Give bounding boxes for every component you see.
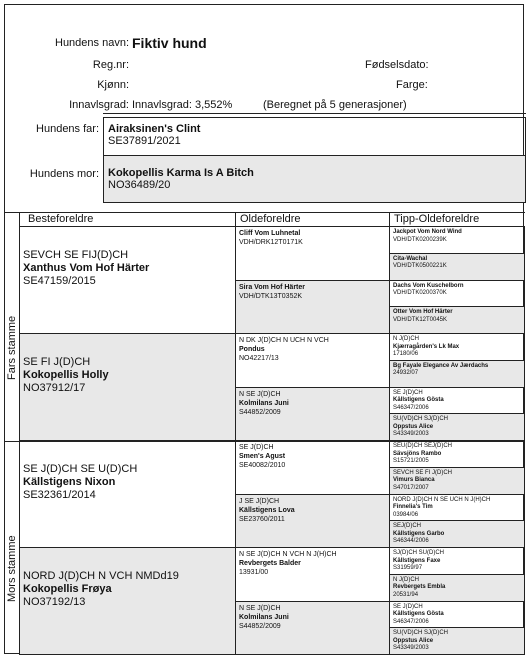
great-grandparent-cell-reg: S44852/2009 [239, 408, 281, 416]
great-grandparent-cell [236, 495, 390, 549]
great-great-grandparent-cell-titles: N J(D)CH [393, 576, 419, 583]
great-great-grandparent-cell [390, 441, 525, 468]
great-great-grandparent-cell-name: Källstigens Gösta [393, 397, 444, 403]
great-great-grandparent-cell-titles: SJ(D)CH SU(D)CH [393, 550, 444, 556]
grandparent-cell-reg: NO37192/13 [23, 596, 86, 608]
mother-box [103, 155, 526, 203]
great-great-grandparent-cell [390, 307, 525, 334]
great-great-grandparent-cell-name: Finnelia's Tim [393, 504, 433, 510]
great-great-grandparent-cell-reg: S46347/2006 [393, 618, 429, 625]
great-great-grandparent-cell-reg: VDH/DTK0200370K [393, 290, 447, 296]
great-great-grandparent-cell-name: Otter Vom Hof Härter [393, 309, 453, 316]
great-great-grandparent-cell-titles: SEU(D)CH SEJ(D)CH [393, 443, 452, 449]
grandparent-cell [20, 548, 236, 655]
great-grandparent-cell-titles: SE J(D)CH [239, 444, 274, 451]
great-great-grandparent-cell-name: Oppstus Alice [393, 423, 434, 430]
grandparent-cell-reg: SE47159/2015 [23, 275, 96, 287]
header-divider [103, 113, 526, 114]
great-grandparent-cell-reg: VDH/DRK12T0171K [239, 239, 303, 246]
great-grandparent-cell-name: Kolmilans Juni [239, 399, 289, 407]
great-great-grandparent-cell [390, 548, 525, 575]
grandparent-cell-reg: NO37912/17 [23, 382, 86, 394]
great-grandparent-cell-name: Källstigens Lova [239, 506, 295, 514]
grandparent-cell-titles: NORD J(D)CH N VCH NMDd19 [23, 570, 179, 582]
great-great-grandparent-cell-reg: S31959/97 [393, 565, 423, 571]
great-great-grandparent-cell-name: Sävsjöns Rambo [393, 450, 442, 457]
great-grandparent-cell-titles: N SE J(D)CH N VCH N J(H)CH [239, 551, 337, 558]
mother-label: Hundens mor: [29, 168, 99, 180]
great-grandparent-cell-reg: 13931/00 [239, 569, 269, 576]
mors-stamme-label: Mors stamme [6, 535, 18, 602]
great-great-grandparent-cell-name: Bg Fayale Elegance Av Jærdachs [393, 362, 489, 369]
great-great-grandparent-cell-name: Dachs Vom Kuschelborn [393, 282, 464, 289]
grandparent-cell [20, 441, 236, 548]
great-great-grandparent-cell [390, 281, 525, 308]
great-great-grandparent-cell-reg: S43349/2003 [393, 645, 429, 652]
great-great-grandparent-cell [390, 414, 525, 441]
great-grandparent-cell-name: Kolmilans Juni [239, 613, 289, 621]
great-grandparent-cell-titles: N DK J(D)CH N UCH N VCH [239, 337, 329, 344]
great-grandparent-cell-name: Smen's Agust [239, 453, 286, 460]
grandparent-cell-reg: SE32361/2014 [23, 489, 96, 501]
dog-name-value: Fiktiv hund [132, 35, 207, 51]
great-grandparent-cell-name: Pondus [239, 346, 265, 353]
inbreeding-label: Innavlsgrad: [69, 99, 129, 111]
great-great-grandparent-cell-reg: S46344/2006 [393, 538, 429, 545]
great-grandparent-cell-name: Cliff Vom Luhnetal [239, 230, 301, 237]
mother-name: Kokopellis Karma Is A Bitch [108, 167, 254, 179]
grandparent-cell-name: Källstigens Nixon [23, 476, 116, 488]
great-great-grandparent-cell-titles: N J(D)CH [393, 336, 419, 342]
great-great-grandparent-cell-name: Källstigens Faxe [393, 557, 441, 564]
great-great-grandparent-cell-titles: SEVCH SE FI J(D)CH [393, 469, 453, 476]
grandparent-cell-name: Kokopellis Frøya [23, 583, 112, 595]
color-label: Farge: [396, 79, 428, 91]
col-header-great-grandparents: Oldeforeldre [240, 213, 301, 225]
great-great-grandparent-cell [390, 575, 525, 602]
great-great-grandparent-cell [390, 227, 525, 254]
great-grandparent-cell [236, 602, 390, 656]
great-grandparent-cell [236, 388, 390, 442]
grandparent-cell-titles: SE J(D)CH SE U(D)CH [23, 463, 138, 475]
great-grandparent-cell [236, 227, 390, 281]
grandparent-cell-titles: SE FI J(D)CH [23, 356, 91, 368]
great-great-grandparent-cell-titles: SE J(D)CH [393, 603, 423, 610]
pedigree-document [4, 4, 524, 654]
great-great-grandparent-cell [390, 521, 525, 548]
col-header-great-great-grandparents: Tipp-Oldeforeldre [394, 213, 480, 225]
pedigree-table [5, 212, 525, 655]
great-grandparent-cell-reg: NO42217/13 [239, 355, 279, 362]
father-label: Hundens far: [36, 123, 99, 135]
great-grandparent-cell-reg: SE23760/2011 [239, 515, 285, 523]
great-grandparent-cell [236, 441, 390, 495]
great-great-grandparent-cell [390, 468, 525, 495]
grandparent-cell [20, 227, 236, 334]
great-great-grandparent-cell-name: Källstigens Gösta [393, 611, 444, 617]
regnr-label: Reg.nr: [92, 59, 129, 71]
great-great-grandparent-cell-name: Kjærragården's Lk Max [393, 343, 460, 350]
fars-stamme-label: Fars stamme [6, 315, 18, 380]
inbreeding-value: Innavlsgrad: 3,552% [132, 99, 233, 111]
father-box [103, 117, 526, 155]
great-great-grandparent-cell [390, 495, 525, 522]
great-great-grandparent-cell-reg: S43349/2003 [393, 431, 429, 438]
great-grandparent-cell-name: Revbergets Balder [239, 560, 301, 567]
grandparent-cell-name: Kokopellis Holly [23, 369, 109, 381]
great-great-grandparent-cell-reg: S47017/2007 [393, 484, 429, 491]
great-great-grandparent-cell-titles: NORD J(D)CH N SE UCH N J(H)CH [393, 496, 491, 503]
great-great-grandparent-cell-name: Revbergets Embla [393, 584, 446, 591]
great-great-grandparent-cell [390, 388, 525, 415]
great-great-grandparent-cell-reg: VDH/DTK0500221K [393, 263, 447, 270]
great-grandparent-cell-name: Sira Vom Hof Härter [239, 283, 305, 291]
great-grandparent-cell-reg: VDH/DTK13T0352K [239, 292, 303, 300]
great-great-grandparent-cell-reg: 24932/07 [393, 370, 419, 377]
great-grandparent-cell-reg: S44852/2009 [239, 622, 281, 630]
great-great-grandparent-cell-name: Källstigens Garbo [393, 530, 445, 537]
great-great-grandparent-cell-reg: S46347/2006 [393, 404, 429, 411]
birthdate-label: Fødselsdato: [365, 59, 429, 71]
great-great-grandparent-cell [390, 254, 525, 281]
great-great-grandparent-cell-reg: VDH/DTK12T0045K [393, 316, 448, 323]
great-great-grandparent-cell-name: Cita-Wachal [393, 255, 428, 262]
great-grandparent-cell-reg: SE40082/2010 [239, 462, 286, 469]
grandparent-cell-name: Xanthus Vom Hof Härter [23, 262, 150, 274]
great-great-grandparent-cell [390, 602, 525, 629]
father-name: Airaksinen's Clint [108, 123, 201, 135]
great-grandparent-cell [236, 334, 390, 388]
great-great-grandparent-cell-titles: SE J(D)CH [393, 389, 423, 396]
great-great-grandparent-cell-reg: 17180/06 [393, 351, 419, 357]
great-great-grandparent-cell-reg: VDH/DTK0200239K [393, 236, 447, 243]
great-great-grandparent-cell-reg: 03984/06 [393, 511, 419, 518]
gender-label: Kjønn: [97, 79, 129, 91]
great-grandparent-cell [236, 548, 390, 602]
great-grandparent-cell-titles: J SE J(D)CH [239, 497, 280, 505]
father-reg: SE37891/2021 [108, 135, 181, 147]
great-great-grandparent-cell-reg: 20531/94 [393, 591, 419, 598]
col-header-grandparents: Besteforeldre [28, 213, 94, 225]
great-great-grandparent-cell [390, 334, 525, 361]
great-grandparent-cell-titles: N SE J(D)CH [239, 390, 281, 398]
great-great-grandparent-cell [390, 628, 525, 655]
great-grandparent-cell [236, 281, 390, 335]
grandparent-cell [20, 334, 236, 441]
inbreeding-note: (Beregnet på 5 generasjoner) [263, 99, 407, 111]
mother-reg: NO36489/20 [108, 179, 171, 191]
great-great-grandparent-cell [390, 361, 525, 388]
great-great-grandparent-cell-reg: S15721/2005 [393, 458, 429, 464]
great-great-grandparent-cell-name: Jackpot Vom Nord Wind [393, 229, 462, 235]
grandparent-cell-titles: SEVCH SE FIJ(D)CH [23, 249, 129, 261]
dog-name-label: Hundens navn: [55, 37, 129, 49]
great-grandparent-cell-titles: N SE J(D)CH [239, 604, 281, 612]
great-great-grandparent-cell-titles: SU(VD)CH SJ(D)CH [393, 416, 448, 423]
great-great-grandparent-cell-titles: SU(VD)CH SJ(D)CH [393, 630, 448, 637]
great-great-grandparent-cell-name: Vimurs Bianca [393, 477, 435, 484]
great-great-grandparent-cell-name: Oppstus Alice [393, 637, 434, 644]
great-great-grandparent-cell-titles: SEJ(D)CH [393, 523, 421, 530]
